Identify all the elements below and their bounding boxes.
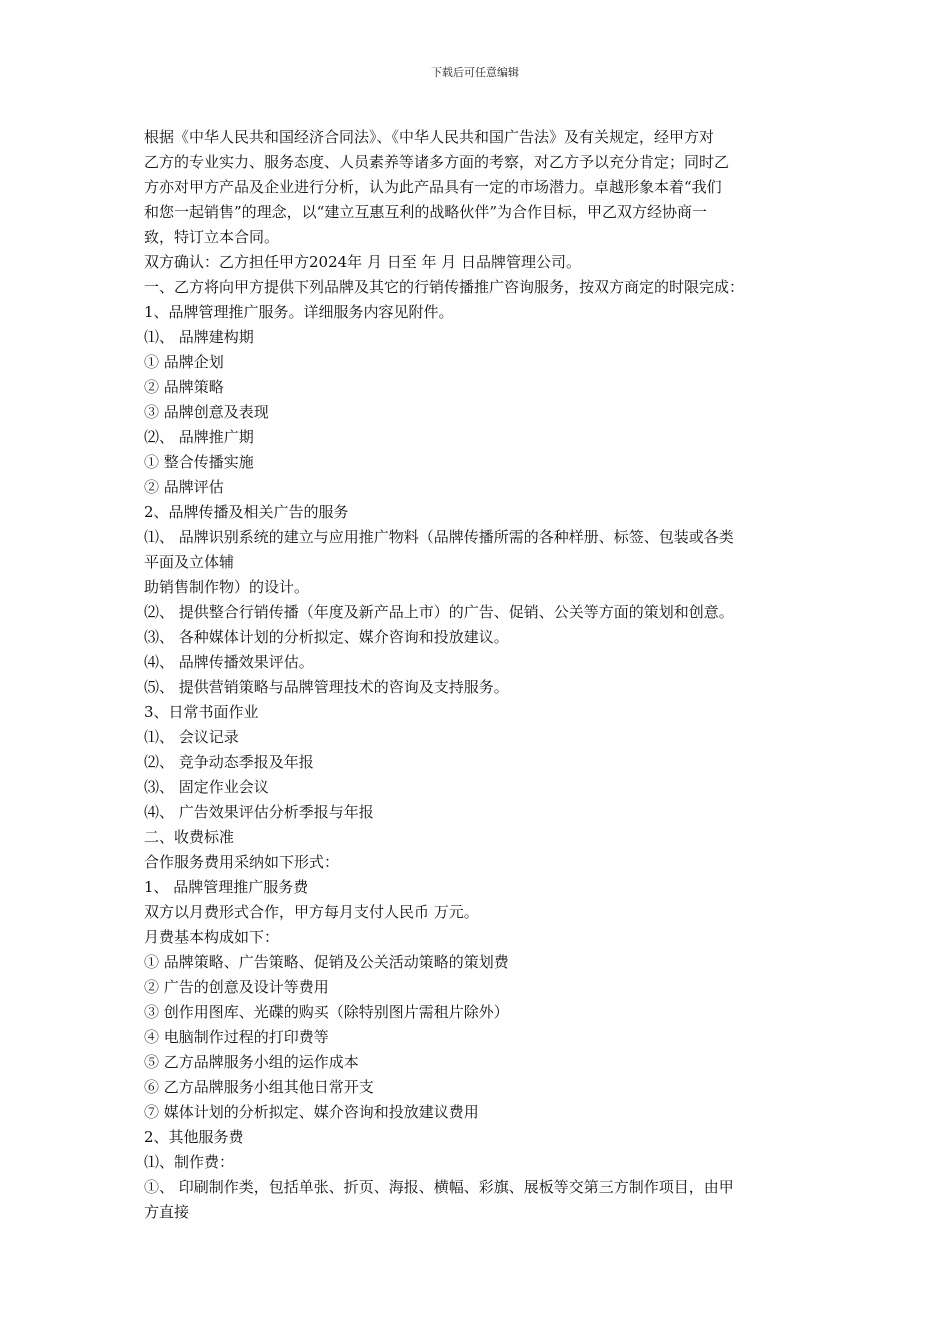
- text-line: ② 广告的创意及设计等费用: [144, 978, 329, 996]
- text-line: ① 整合传播实施: [144, 453, 254, 471]
- text-line: ⑵、 品牌推广期: [144, 428, 254, 446]
- text-line: ⑴、 会议记录: [144, 728, 239, 746]
- text-line: 乙方的专业实力、服务态度、人员素养等诸多方面的考察，对乙方予以充分肯定；同时乙: [144, 153, 730, 171]
- text-line: 方直接: [144, 1203, 190, 1221]
- text-line: ①、 印刷制作类，包括单张、折页、海报、横幅、彩旗、展板等交第三方制作项目，由甲: [144, 1178, 734, 1196]
- text-line: ⑴、制作费：: [144, 1153, 235, 1171]
- text-line: ⑷、 广告效果评估分析季报与年报: [144, 803, 374, 821]
- text-line: ⑥ 乙方品牌服务小组其他日常开支: [144, 1078, 374, 1096]
- text-line: 助销售制作物）的设计。: [144, 578, 310, 596]
- text-line: ⑸、 提供营销策略与品牌管理技术的咨询及支持服务。: [144, 678, 509, 696]
- text-line: 一、乙方将向甲方提供下列品牌及其它的行销传播推广咨询服务，按双方商定的时限完成：: [144, 278, 745, 296]
- text-line: ⑴、 品牌建构期: [144, 328, 254, 346]
- text-line: 根据《中华人民共和国经济合同法》、《中华人民共和国广告法》及有关规定，经甲方对: [144, 128, 715, 146]
- text-line: ⑵、 提供整合行销传播（年度及新产品上市）的广告、促销、公关等方面的策划和创意。: [144, 603, 734, 621]
- text-line: 3、日常书面作业: [144, 703, 259, 721]
- text-line: ③ 品牌创意及表现: [144, 403, 269, 421]
- text-line: ⑤ 乙方品牌服务小组的运作成本: [144, 1053, 359, 1071]
- text-line: 合作服务费用采纳如下形式：: [144, 853, 340, 871]
- text-line: 方亦对甲方产品及企业进行分析，认为此产品具有一定的市场潜力。卓越形象本着“我们: [144, 178, 722, 196]
- text-line: ⑶、 各种媒体计划的分析拟定、媒介咨询和投放建议。: [144, 628, 509, 646]
- text-line: ⑶、 固定作业会议: [144, 778, 269, 796]
- text-line: ⑦ 媒体计划的分析拟定、媒介咨询和投放建议费用: [144, 1103, 479, 1121]
- text-line: 双方以月费形式合作，甲方每月支付人民币 万元。: [144, 903, 479, 921]
- text-line: 双方确认：乙方担任甲方2024年 月 日至 年 月 日品牌管理公司。: [144, 253, 582, 271]
- text-line: ⑷、 品牌传播效果评估。: [144, 653, 314, 671]
- text-line: ⑵、 竞争动态季报及年报: [144, 753, 314, 771]
- text-line: ② 品牌评估: [144, 478, 224, 496]
- text-line: 平面及立体辅: [144, 553, 235, 571]
- text-line: ④ 电脑制作过程的打印费等: [144, 1028, 329, 1046]
- text-line: 月费基本构成如下：: [144, 928, 280, 946]
- text-line: 致，特订立本合同。: [144, 228, 280, 246]
- text-line: 二、收费标准: [144, 828, 235, 846]
- document-body: [144, 125, 812, 1225]
- text-line: ② 品牌策略: [144, 378, 224, 396]
- text-line: 和您一起销售”的理念，以“建立互惠互利的战略伙伴”为合作目标，甲乙双方经协商一: [144, 203, 708, 221]
- page-header: 下载后可任意编辑: [431, 66, 519, 79]
- text-line: 1、 品牌管理推广服务费: [144, 878, 309, 896]
- text-line: 2、品牌传播及相关广告的服务: [144, 503, 349, 521]
- text-line: 2、其他服务费: [144, 1128, 244, 1146]
- text-line: ⑴、 品牌识别系统的建立与应用推广物料（品牌传播所需的各种样册、标签、包装或各类: [144, 528, 734, 546]
- text-line: ① 品牌企划: [144, 353, 224, 371]
- text-line: ① 品牌策略、广告策略、促销及公关活动策略的策划费: [144, 953, 509, 971]
- text-line: ③ 创作用图库、光碟的购买（除特别图片需租片除外）: [144, 1003, 509, 1021]
- text-line: 1、品牌管理推广服务。详细服务内容见附件。: [144, 303, 454, 321]
